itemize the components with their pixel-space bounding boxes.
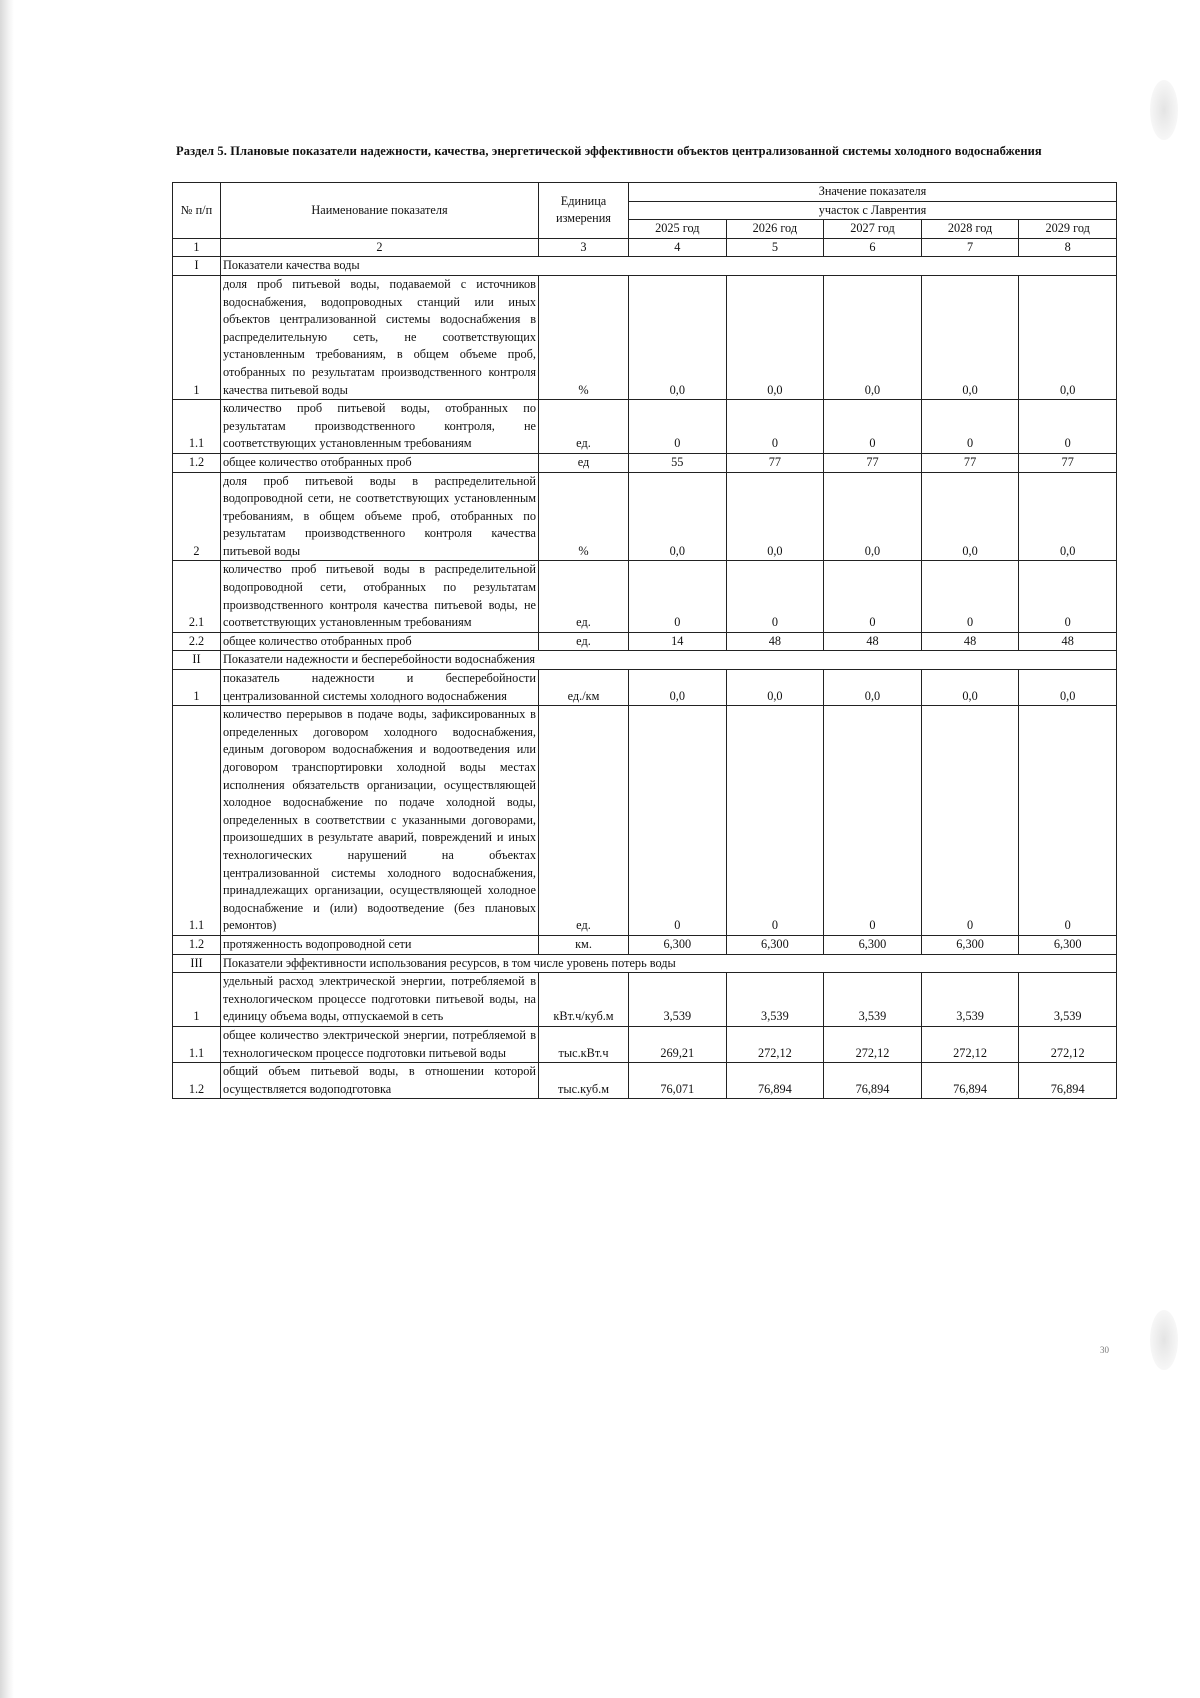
table-row <box>173 1063 1117 1099</box>
row-num: 1.1 <box>173 400 221 454</box>
row-name: удельный расход электрической энергии, потребляемой в технологическом процессе подготовки питьевой воды, на единицу объема воды, отпускаемой в сеть <box>221 973 539 1027</box>
row-num: 1.1 <box>173 706 221 936</box>
row-value: 0,0 <box>824 670 922 706</box>
row-value: 48 <box>921 632 1019 651</box>
index-cell: 1 <box>173 238 221 257</box>
row-num: 1 <box>173 670 221 706</box>
row-value: 3,539 <box>726 973 824 1027</box>
index-cell: 6 <box>824 238 922 257</box>
header-unit: Единица измерения <box>539 183 629 239</box>
row-unit: км. <box>539 935 629 954</box>
index-cell: 7 <box>921 238 1019 257</box>
section-num: III <box>173 954 221 973</box>
table-row <box>173 1026 1117 1062</box>
row-num: 1 <box>173 973 221 1027</box>
row-value: 0,0 <box>921 670 1019 706</box>
row-value: 55 <box>629 453 727 472</box>
row-name: количество перерывов в подаче воды, зафиксированных в определенных договором холодного водоснабжения, единым договором водоснабжения и водоотведения или договором транспортировки холодной воды местах исполнения обязательств организации, осуществляющей холодное водоснабжение по подаче холодной воды, определенных в соответствии с указанными договорами, произошедших в результате аварий, повреждений и иных технологических нарушений на объектах централизованной системы холодного водоснабжения, принадлежащих организации, осуществляющей холодное водоснабжение и (или) водоотведение (без плановых ремонтов) <box>221 706 539 936</box>
row-unit: тыс.куб.м <box>539 1063 629 1099</box>
header-year: 2026 год <box>726 220 824 239</box>
table-row <box>173 561 1117 632</box>
indicators-table <box>172 182 1117 1099</box>
index-cell: 8 <box>1019 238 1117 257</box>
row-name: общее количество электрической энергии, потребляемой в технологическом процессе подготовки питьевой воды <box>221 1026 539 1062</box>
row-value: 0,0 <box>1019 670 1117 706</box>
row-unit: кВт.ч/куб.м <box>539 973 629 1027</box>
section-row <box>173 954 1117 973</box>
row-value: 77 <box>726 453 824 472</box>
row-num: 1.1 <box>173 1026 221 1062</box>
row-value: 0,0 <box>921 275 1019 399</box>
row-unit: ед. <box>539 706 629 936</box>
row-value: 3,539 <box>629 973 727 1027</box>
index-row <box>173 238 1117 257</box>
row-value: 6,300 <box>629 935 727 954</box>
row-value: 0,0 <box>726 275 824 399</box>
row-name: показатель надежности и бесперебойности централизованной системы холодного водоснабжения <box>221 670 539 706</box>
row-value: 0,0 <box>726 670 824 706</box>
scan-mark-top <box>1150 80 1178 140</box>
header-year: 2025 год <box>629 220 727 239</box>
row-unit: ед. <box>539 632 629 651</box>
row-value: 0,0 <box>629 275 727 399</box>
index-cell: 2 <box>221 238 539 257</box>
row-value: 272,12 <box>824 1026 922 1062</box>
row-value: 0 <box>726 706 824 936</box>
section-row <box>173 257 1117 276</box>
row-value: 48 <box>726 632 824 651</box>
row-name: общее количество отобранных проб <box>221 453 539 472</box>
row-value: 0 <box>1019 400 1117 454</box>
row-num: 1.2 <box>173 1063 221 1099</box>
row-value: 0,0 <box>726 472 824 561</box>
row-num: 1.2 <box>173 935 221 954</box>
row-value: 0 <box>629 706 727 936</box>
row-value: 0 <box>824 400 922 454</box>
row-value: 0 <box>921 400 1019 454</box>
row-value: 3,539 <box>1019 973 1117 1027</box>
section-title: Показатели качества воды <box>221 257 1117 276</box>
table-row <box>173 670 1117 706</box>
row-unit: ед./км <box>539 670 629 706</box>
index-cell: 3 <box>539 238 629 257</box>
row-value: 77 <box>1019 453 1117 472</box>
row-value: 0 <box>1019 561 1117 632</box>
header-year: 2028 год <box>921 220 1019 239</box>
scan-edge <box>0 0 14 1698</box>
table-row <box>173 472 1117 561</box>
row-value: 14 <box>629 632 727 651</box>
row-value: 0 <box>726 561 824 632</box>
row-name: общий объем питьевой воды, в отношении которой осуществляется водоподготовка <box>221 1063 539 1099</box>
row-value: 269,21 <box>629 1026 727 1062</box>
row-unit: % <box>539 472 629 561</box>
row-unit: ед. <box>539 561 629 632</box>
row-value: 0 <box>629 561 727 632</box>
row-value: 6,300 <box>1019 935 1117 954</box>
page-number: 30 <box>1100 1345 1109 1355</box>
row-value: 76,894 <box>921 1063 1019 1099</box>
row-value: 272,12 <box>921 1026 1019 1062</box>
row-value: 48 <box>824 632 922 651</box>
row-value: 6,300 <box>824 935 922 954</box>
row-value: 76,894 <box>1019 1063 1117 1099</box>
row-value: 0,0 <box>629 472 727 561</box>
row-num: 1 <box>173 275 221 399</box>
row-value: 48 <box>1019 632 1117 651</box>
row-value: 0 <box>824 561 922 632</box>
table-row <box>173 453 1117 472</box>
table-row <box>173 935 1117 954</box>
row-unit: ед. <box>539 400 629 454</box>
section-num: II <box>173 651 221 670</box>
row-num: 2 <box>173 472 221 561</box>
row-value: 0 <box>921 706 1019 936</box>
row-value: 3,539 <box>824 973 922 1027</box>
header-year: 2027 год <box>824 220 922 239</box>
table-row <box>173 973 1117 1027</box>
row-num: 1.2 <box>173 453 221 472</box>
row-value: 0 <box>629 400 727 454</box>
row-value: 3,539 <box>921 973 1019 1027</box>
row-unit: ед <box>539 453 629 472</box>
header-value-group: Значение показателя <box>629 183 1117 202</box>
row-value: 0,0 <box>824 472 922 561</box>
row-value: 0 <box>726 400 824 454</box>
table-row <box>173 275 1117 399</box>
row-num: 2.2 <box>173 632 221 651</box>
row-num: 2.1 <box>173 561 221 632</box>
row-value: 76,894 <box>726 1063 824 1099</box>
row-value: 6,300 <box>726 935 824 954</box>
row-value: 77 <box>824 453 922 472</box>
header-site: участок с Лаврентия <box>629 201 1117 220</box>
section-title: Показатели надежности и бесперебойности водоснабжения <box>221 651 1117 670</box>
index-cell: 5 <box>726 238 824 257</box>
row-name: протяженность водопроводной сети <box>221 935 539 954</box>
row-name: доля проб питьевой воды в распределительной водопроводной сети, не соответствующих установленным требованиям, в общем объеме проб, отобранных по результатам производственного контроля качества питьевой воды <box>221 472 539 561</box>
section-row <box>173 651 1117 670</box>
section-num: I <box>173 257 221 276</box>
row-name: количество проб питьевой воды, отобранных по результатам производственного контроля, не соответствующих установленным требованиям <box>221 400 539 454</box>
row-value: 0,0 <box>824 275 922 399</box>
scan-mark-bottom <box>1150 1310 1178 1370</box>
header-num: № п/п <box>173 183 221 239</box>
row-value: 76,071 <box>629 1063 727 1099</box>
index-cell: 4 <box>629 238 727 257</box>
row-value: 76,894 <box>824 1063 922 1099</box>
row-value: 0,0 <box>629 670 727 706</box>
row-value: 272,12 <box>1019 1026 1117 1062</box>
row-unit: % <box>539 275 629 399</box>
section-title: Показатели эффективности использования ресурсов, в том числе уровень потерь воды <box>221 954 1117 973</box>
row-value: 6,300 <box>921 935 1019 954</box>
table-row <box>173 706 1117 936</box>
row-value: 0 <box>1019 706 1117 936</box>
row-value: 0 <box>824 706 922 936</box>
row-unit: тыс.кВт.ч <box>539 1026 629 1062</box>
row-value: 77 <box>921 453 1019 472</box>
row-name: общее количество отобранных проб <box>221 632 539 651</box>
row-value: 0,0 <box>1019 472 1117 561</box>
table-row <box>173 400 1117 454</box>
table-row <box>173 632 1117 651</box>
row-name: доля проб питьевой воды, подаваемой с источников водоснабжения, водопроводных станций или иных объектов централизованной системы водоснабжения в распределительную сеть, не соответствующих установленным требованиям, в общем объеме проб, отобранных по результатам производственного контроля качества питьевой воды <box>221 275 539 399</box>
header-year: 2029 год <box>1019 220 1117 239</box>
row-value: 0 <box>921 561 1019 632</box>
document-title: Раздел 5. Плановые показатели надежности, качества, энергетической эффективности объектов централизованной системы холодного водоснабжения <box>176 144 1042 158</box>
row-value: 0,0 <box>1019 275 1117 399</box>
row-value: 0,0 <box>921 472 1019 561</box>
header-name: Наименование показателя <box>221 183 539 239</box>
row-name: количество проб питьевой воды в распределительной водопроводной сети, отобранных по результатам производственного контроля качества питьевой воды, не соответствующих установленным требованиям <box>221 561 539 632</box>
row-value: 272,12 <box>726 1026 824 1062</box>
